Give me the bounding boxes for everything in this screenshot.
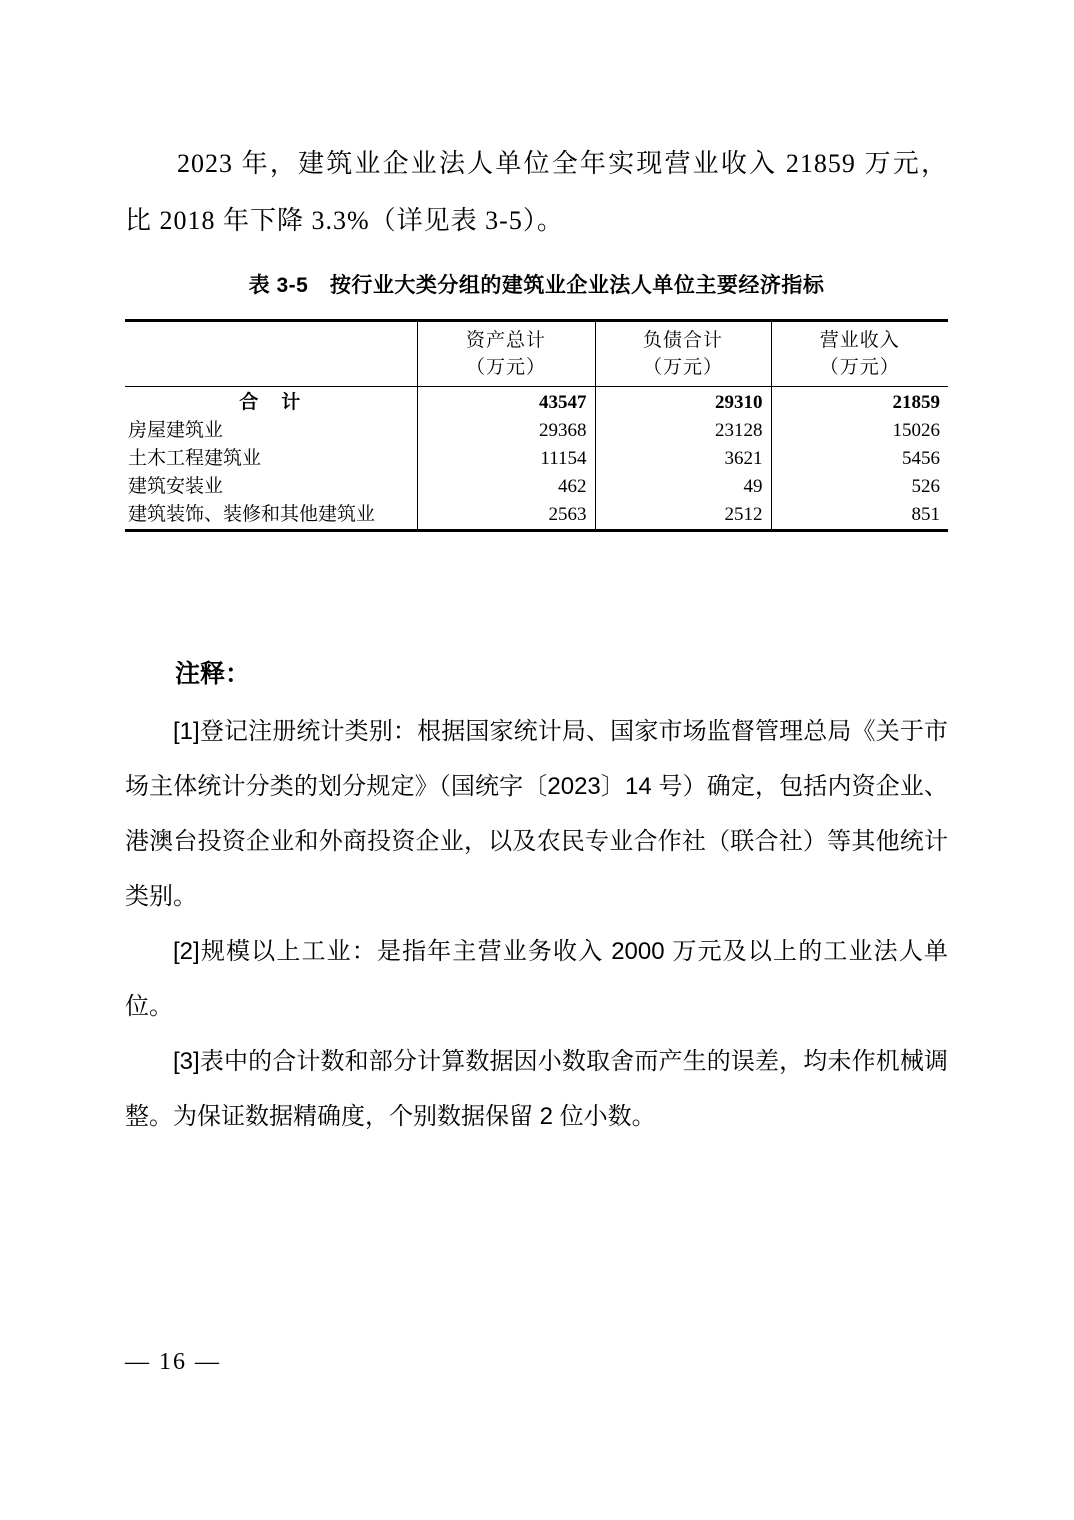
row-label: 土木工程建筑业 (125, 445, 417, 473)
table-row-decoration (125, 501, 948, 531)
row-revenue-value: 21859 (892, 392, 940, 413)
table-title: 表 3-5 按行业大类分组的建筑业企业法人单位主要经济指标 (248, 274, 825, 297)
page-number: — 16 — (125, 1349, 221, 1375)
table-header-liabilities (595, 321, 771, 387)
row-revenue-value: 851 (911, 504, 940, 525)
row-assets-value: 43547 (417, 387, 595, 418)
note-item-2: [2]规模以上工业：是指年主营业务收入 2000 万元及以上的工业法人单位。 (125, 938, 948, 1020)
table-header-revenue-unit: （万元） (819, 357, 900, 378)
intro-paragraph (125, 135, 948, 249)
intro-line-2: 比 2018 年下降 3.3%（详见表 3-5）。 (125, 206, 564, 235)
row-revenue-value: 5456 (902, 448, 940, 469)
table-header-corner (125, 321, 417, 387)
table-header-liabilities-unit: （万元） (642, 357, 723, 378)
notes-heading: 注释： (175, 660, 251, 688)
row-revenue-value: 526 (911, 476, 940, 497)
intro-line-1: 2023 年，建筑业企业法人单位全年实现营业收入 21859 万元， (177, 149, 948, 178)
table-row-installation (125, 473, 948, 501)
note-item-3: [3]表中的合计数和部分计算数据因小数取舍而产生的误差，均未作机械调整。为保证数据精确度，个别数据保留 2 位小数。 (125, 1048, 948, 1130)
table-row-total (125, 387, 948, 418)
economic-indicators-table (125, 319, 948, 532)
row-revenue-value: 15026 (892, 420, 940, 441)
table-header-assets-title: 资产总计 (465, 330, 546, 351)
table-header-row (125, 321, 948, 387)
table-row-housing-construction (125, 417, 948, 445)
table-header-assets (417, 321, 595, 387)
row-liabilities-value: 23128 (595, 417, 771, 445)
row-label: 建筑安装业 (125, 473, 417, 501)
row-label: 建筑装饰、装修和其他建筑业 (125, 501, 417, 531)
row-liabilities-value: 49 (595, 473, 771, 501)
row-label: 合 计 (125, 387, 417, 418)
table-header-revenue-title: 营业收入 (819, 330, 900, 351)
row-assets-value: 29368 (417, 417, 595, 445)
row-assets-value: 462 (417, 473, 595, 501)
table-header-assets-unit: （万元） (465, 357, 546, 378)
note-item-1: [1]登记注册统计类别：根据国家统计局、国家市场监督管理总局《关于市场主体统计分类的划分规定》（国统字〔2023〕14 号）确定，包括内资企业、港澳台投资企业和外商投资企业，以及农民专业合作社（联合社）等其他统计类别。 (125, 718, 948, 910)
row-assets-value: 11154 (417, 445, 595, 473)
row-liabilities-value: 2512 (595, 501, 771, 531)
row-liabilities-value: 3621 (595, 445, 771, 473)
row-label: 房屋建筑业 (125, 417, 417, 445)
table-header-revenue (771, 321, 948, 387)
table-header-liabilities-title: 负债合计 (642, 330, 723, 351)
row-assets-value: 2563 (417, 501, 595, 531)
table-row-civil-engineering (125, 445, 948, 473)
row-liabilities-value: 29310 (595, 387, 771, 418)
